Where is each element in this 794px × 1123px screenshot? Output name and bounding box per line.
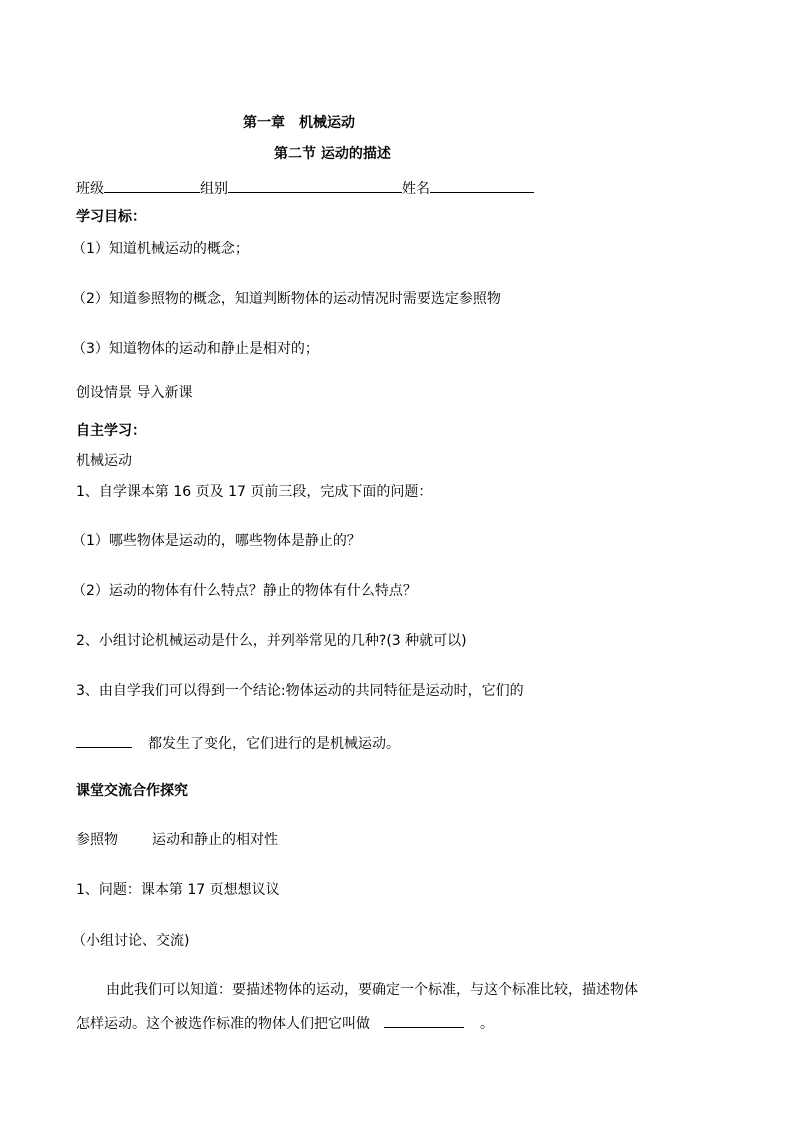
class-label: 班级	[76, 181, 104, 197]
objective-item: （2）知道参照物的概念，知道判断物体的运动情况时需要选定参照物	[72, 291, 501, 307]
question-3-tail: 都发生了变化，它们进行的是机械运动。	[148, 736, 400, 752]
name-blank[interactable]	[430, 178, 534, 193]
question-3-line1: 3、由自学我们可以得到一个结论:物体运动的共同特征是运动时，它们的	[76, 683, 524, 699]
answer-blank[interactable]	[76, 733, 132, 748]
student-info-line	[76, 178, 534, 198]
objectives-heading: 学习目标：	[76, 209, 146, 225]
question-1: 1、自学课本第 16 页及 17 页前三段，完成下面的问题：	[76, 484, 433, 500]
cooperation-question-1: 1、问题：课本第 17 页想想议议	[76, 882, 280, 898]
self-study-heading: 自主学习：	[76, 423, 146, 439]
class-blank[interactable]	[104, 178, 200, 193]
name-label: 姓名	[402, 181, 430, 197]
cooperation-heading: 课堂交流合作探究	[76, 783, 188, 799]
question-1-sub: （2）运动的物体有什么特点？静止的物体有什么特点？	[72, 583, 417, 599]
group-label: 组别	[200, 181, 228, 197]
conclusion-text: 怎样运动。这个被选作标准的物体人们把它叫做	[76, 1016, 370, 1032]
topic-relativity: 运动和静止的相对性	[152, 832, 278, 848]
topic-reference-frame: 参照物	[76, 832, 118, 848]
conclusion-line2	[76, 1013, 494, 1033]
objective-item: （1）知道机械运动的概念；	[72, 241, 249, 257]
objective-item: （3）知道物体的运动和静止是相对的；	[72, 341, 319, 357]
question-1-sub: （1）哪些物体是运动的，哪些物体是静止的？	[72, 533, 361, 549]
cooperation-topics	[76, 831, 278, 849]
conclusion-line1: 由此我们可以知道：要描述物体的运动，要确定一个标准，与这个标准比较，描述物体	[106, 982, 638, 998]
section-title: 第二节 运动的描述	[274, 146, 391, 162]
group-discussion-note: （小组讨论、交流)	[72, 933, 190, 949]
conclusion-period: 。	[480, 1016, 494, 1032]
reference-frame-blank[interactable]	[384, 1013, 464, 1028]
intro-text: 创设情景 导入新课	[76, 385, 193, 401]
question-2: 2、小组讨论机械运动是什么，并列举常见的几种?(3 种就可以)	[76, 633, 467, 649]
chapter-title: 第一章 机械运动	[243, 115, 355, 131]
self-study-topic: 机械运动	[76, 453, 132, 469]
question-3-line2	[76, 733, 400, 753]
group-blank[interactable]	[228, 178, 402, 193]
